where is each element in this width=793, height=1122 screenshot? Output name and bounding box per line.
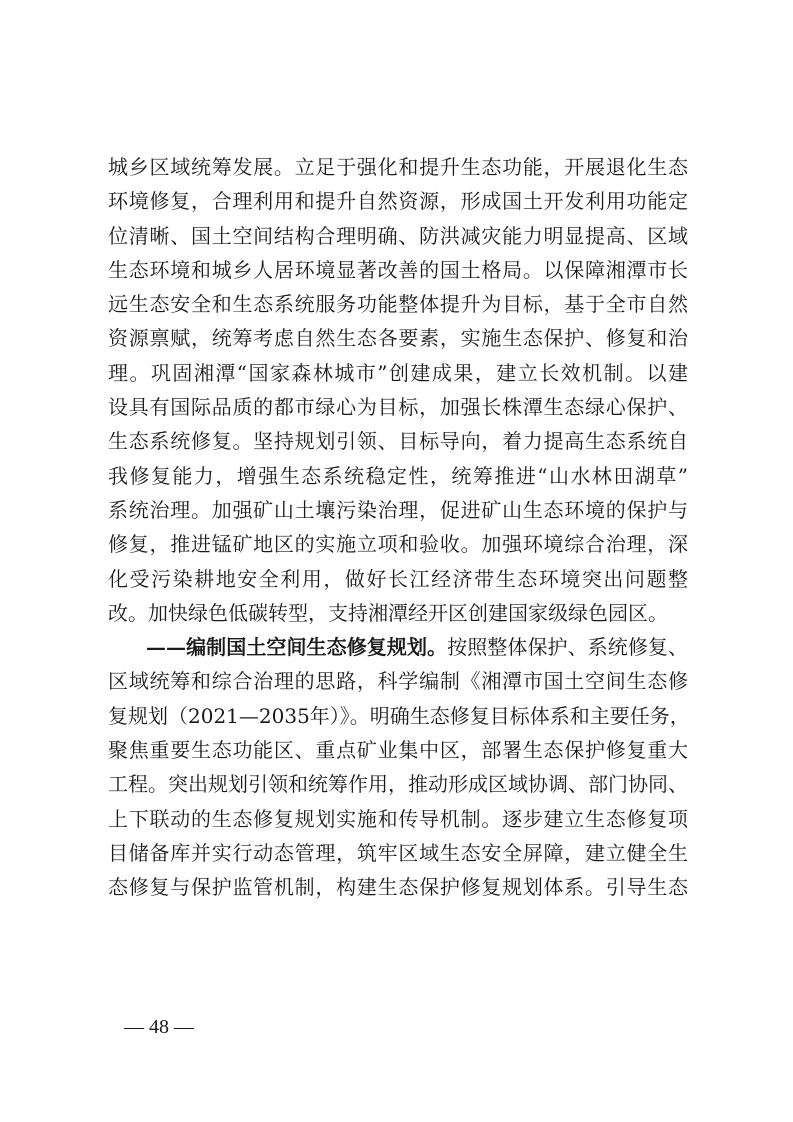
text-line: 系统治理。加强矿山土壤污染治理，促进矿山生态环境的保护与	[108, 497, 688, 522]
text-line: 工程。突出规划引领和统筹作用，推动形成区域协调、部门协同、	[108, 772, 688, 797]
text-line: 态修复与保护监管机制，构建生态保护修复规划体系。引导生态	[108, 875, 688, 900]
text-line: 复规划（2021—2035年）》。明确生态修复目标体系和主要任务，	[108, 703, 690, 728]
page-number: — 48 —	[124, 1016, 194, 1038]
text-line: 改。加快绿色低碳转型，支持湘潭经开区创建国家级绿色园区。	[108, 600, 668, 625]
text-run: 按照整体保护、系统修复、	[447, 635, 689, 660]
text-line: 设具有国际品质的都市绿心为目标，加强长株潭生态绿心保护、	[108, 395, 688, 420]
text-line: 化受污染耕地安全利用，做好长江经济带生态环境突出问题整	[108, 566, 688, 591]
text-line: 修复，推进锰矿地区的实施立项和验收。加强环境综合治理，深	[108, 532, 688, 557]
text-line: 我修复能力，增强生态系统稳定性，统筹推进“山水林田湖草”	[108, 463, 688, 488]
text-line: 城乡区域统筹发展。立足于强化和提升生态功能，开展退化生态	[108, 155, 688, 179]
text-line: 上下联动的生态修复规划实施和传导机制。逐步建立生态修复项	[108, 806, 688, 831]
body-text	[108, 150, 688, 905]
text-line: 区域统筹和综合治理的思路，科学编制《湘潭市国土空间生态修	[108, 669, 688, 694]
text-line: 位清晰、国土空间结构合理明确、防洪减灾能力明显提高、区域	[108, 223, 688, 248]
text-line: 聚焦重要生态功能区、重点矿业集中区，部署生态保护修复重大	[108, 738, 688, 763]
text-line: 资源禀赋，统筹考虑自然生态各要素，实施生态保护、修复和治	[108, 326, 688, 351]
text-line: 理。巩固湘潭“国家森林城市”创建成果，建立长效机制。以建	[108, 360, 688, 385]
text-line: 环境修复，合理利用和提升自然资源，形成国土开发利用功能定	[108, 189, 688, 214]
text-line: 远生态安全和生态系统服务功能整体提升为目标，基于全市自然	[108, 292, 688, 317]
text-line: 生态系统修复。坚持规划引领、目标导向，着力提高生态系统自	[108, 429, 688, 454]
text-line: 目储备库并实行动态管理，筑牢区域生态安全屏障，建立健全生	[108, 840, 688, 865]
section-heading: ——编制国土空间生态修复规划。	[146, 635, 448, 660]
paragraph-heading-line	[108, 630, 688, 664]
text-line: 生态环境和城乡人居环境显著改善的国土格局。以保障湘潭市长	[108, 257, 688, 282]
